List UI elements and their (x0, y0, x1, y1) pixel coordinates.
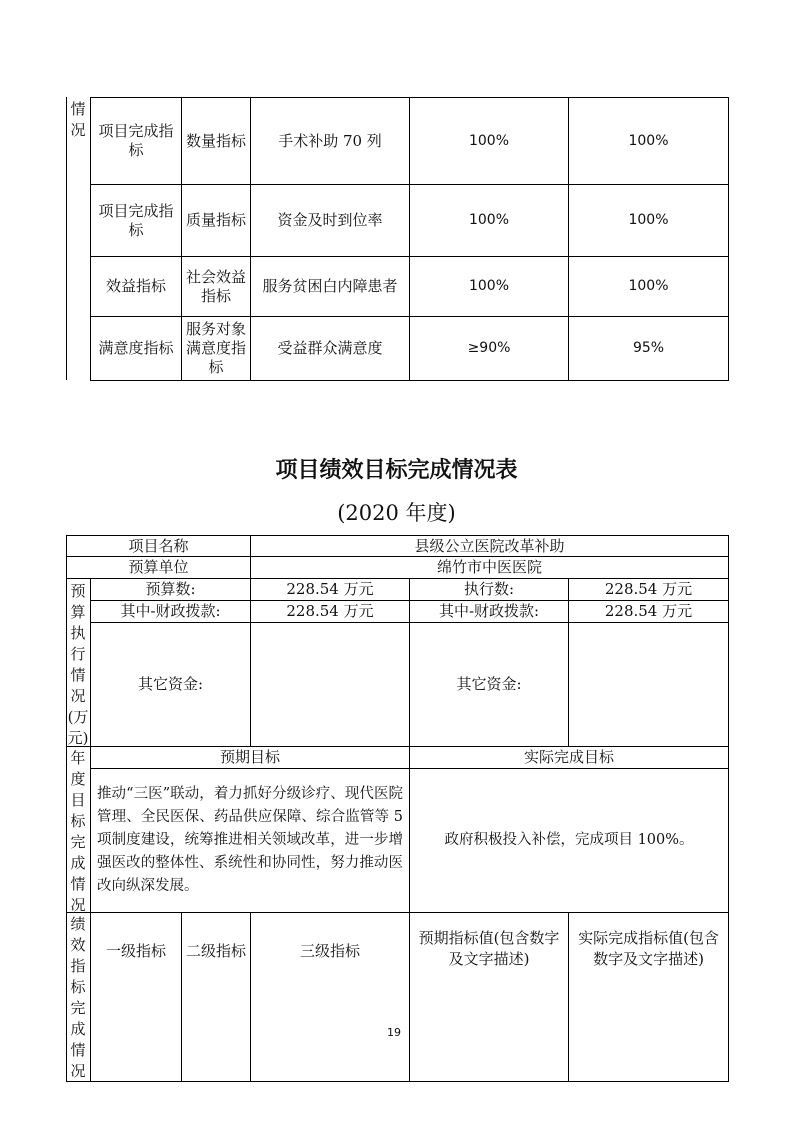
other-funds-label: 其它资金: (137, 675, 204, 693)
budget-value: 228.54 万元 (286, 580, 374, 598)
executed-label: 执行数: (463, 580, 515, 598)
top-row4-level1: 满意度指标 (98, 339, 174, 357)
top-row1-level1: 项目完成指标 (98, 122, 174, 159)
top-row2-level1: 项目完成指标 (98, 201, 174, 239)
top-row4-actual: 95% (632, 340, 665, 356)
top-row2-level3: 资金及时到位率 (277, 211, 383, 229)
other-funds-value-2 (569, 623, 728, 746)
top-row3-level2: 社会效益指标 (186, 267, 247, 305)
fiscal-value: 228.54 万元 (286, 602, 374, 620)
top-row2-actual: 100% (628, 212, 669, 228)
top-row1-actual: 100% (628, 132, 669, 149)
fiscal-label-2: 其中-财政拨款: (438, 602, 540, 620)
project-name-label: 项目名称 (128, 536, 189, 555)
perf-header-actual: 实际完成指标值(包含数字及文字描述) (578, 929, 719, 968)
perf-header-expected: 预期指标值(包含数字及文字描述) (418, 929, 560, 968)
top-row3-level1: 效益指标 (105, 277, 166, 295)
budget-label: 预算数: (145, 580, 196, 598)
top-row2-level2: 质量指标 (185, 211, 246, 229)
top-row3-level3: 服务贫困白内障患者 (262, 277, 398, 295)
page-title: 项目绩效目标完成情况表 (275, 458, 518, 483)
top-row4-level2: 服务对象满意度指标 (185, 320, 246, 376)
top-row1-level3: 手术补助 70 列 (278, 131, 382, 150)
perf-header-level1: 一级指标 (105, 942, 166, 960)
top-row1-expected: 100% (468, 132, 510, 149)
perf-header-level2: 二级指标 (185, 942, 246, 960)
top-side-label: 情 况 (70, 100, 86, 139)
expected-goal-header: 预期目标 (219, 748, 280, 766)
top-row4-expected: ≥90% (467, 340, 511, 356)
top-row4-level3: 受益群众满意度 (277, 339, 383, 357)
annual-goal-side-label: 年 度 目 标 完 成 情 况 (70, 749, 86, 914)
perf-header-level3: 三级指标 (299, 942, 360, 960)
other-funds-label-2: 其它资金: (456, 675, 522, 693)
actual-goal-header: 实际完成目标 (523, 748, 614, 766)
executed-value: 228.54 万元 (604, 580, 693, 598)
top-row2-expected: 100% (468, 212, 510, 228)
top-row3-actual: 100% (628, 278, 669, 294)
fiscal-label: 其中-财政拨款: (120, 602, 221, 620)
fiscal-value-2: 228.54 万元 (604, 602, 693, 620)
other-funds-value (251, 623, 409, 746)
budget-unit-label: 预算单位 (128, 558, 189, 576)
page-subtitle: (2020 年度) (337, 501, 456, 525)
budget-side-label: 预 算 执 行 情 况 (万 元) (67, 582, 89, 747)
expected-goal-text: 推动“三医”联动，着力抓好分级诊疗、现代医院管理、全民医保、药品供应保障、综合监管等 5 项制度建设，统筹推进相关领域改革，进一步增强医改的整体性、系统性和协同性，努力推动医改向纵深发展。 (97, 786, 403, 894)
budget-unit: 绵竹市中医医院 (436, 558, 542, 576)
performance-side-label: 绩 效 指 标 完 成 情 况 (70, 915, 86, 1080)
top-row3-expected: 100% (468, 278, 510, 294)
actual-goal-text: 政府积极投入补偿，完成项目 100%。 (444, 832, 694, 848)
project-name: 县级公立医院改革补助 (414, 536, 565, 555)
page-number: 19 (387, 1026, 401, 1039)
top-row1-level2: 数量指标 (185, 131, 246, 150)
